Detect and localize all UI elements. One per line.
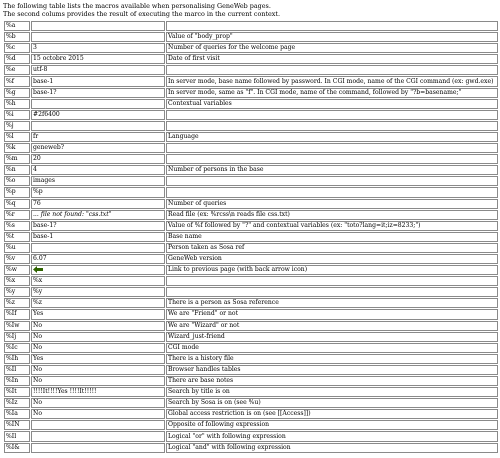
macro-name-cell: %i [4,110,30,120]
macro-name-cell: %m [4,154,30,164]
macro-description-cell: Link to previous page (with back arrow icon) [166,265,498,275]
macro-result-cell: utf-8 [31,65,165,75]
intro-line-1: The following table lists the macros available when personalising GeneWeb pages. [3,2,271,10]
macro-name-cell: %Ih [4,354,30,364]
macro-description-cell: We are "Friend" or not [166,309,498,319]
macro-result-cell [31,121,165,131]
macro-name-cell: %t [4,232,30,242]
table-row [4,65,498,75]
macro-name-cell: %I& [4,443,30,453]
table-row [4,110,498,120]
macro-name-cell: %p [4,187,30,197]
macro-description-cell: Person taken as Sosa ref [166,243,498,253]
table-row [4,232,498,242]
macro-description-cell [166,154,498,164]
macro-result-cell: base-1 [31,232,165,242]
table-row [4,321,498,331]
macro-name-cell: %e [4,65,30,75]
table-row [4,365,498,375]
macro-name-cell: %If [4,309,30,319]
macro-name-cell: %h [4,99,30,109]
macro-result-cell: images [31,176,165,186]
macro-name-cell: %f [4,76,30,86]
macro-description-cell: Number of persons in the base [166,165,498,175]
macro-name-cell: %a [4,21,30,31]
macro-result-cell: fr [31,132,165,142]
table-row [4,254,498,264]
macro-result-cell: 76 [31,199,165,209]
table-row [4,332,498,342]
macro-description-cell: Date of first visit [166,54,498,64]
macro-name-cell: %Ij [4,332,30,342]
back-link[interactable] [33,266,43,273]
macro-result-cell: %p [31,187,165,197]
table-row [4,21,498,31]
macro-result-cell: No [31,321,165,331]
macro-name-cell: %w [4,265,30,275]
table-row [4,176,498,186]
macro-name-cell: %l [4,132,30,142]
table-row [4,443,498,453]
macro-result-cell [31,265,165,275]
macro-description-cell: Number of queries for the welcome page [166,43,498,53]
macro-name-cell: %Ic [4,343,30,353]
macro-name-cell: %IN [4,420,30,430]
macros-table [3,20,499,454]
macro-result-cell: !!!!It!!!!Yes !!!!It!!!!! [31,387,165,397]
macro-name-cell: %d [4,54,30,64]
macro-result-cell: 3 [31,43,165,53]
macro-name-cell: %g [4,88,30,98]
macro-result-cell: #2f6400 [31,110,165,120]
macro-description-cell: There is a history file [166,354,498,364]
table-row [4,409,498,419]
macro-result-cell: 20 [31,154,165,164]
macro-name-cell: %o [4,176,30,186]
macro-description-cell: There is a person as Sosa reference [166,298,498,308]
intro-line-2: The second colums provides the result of executing the marco in the current context. [3,10,281,18]
macro-result-cell: ... file not found: "css.txt" [31,210,165,220]
table-row [4,43,498,53]
macro-name-cell: %s [4,221,30,231]
macro-name-cell: %Ia [4,409,30,419]
macro-result-cell: No [31,376,165,386]
table-row [4,276,498,286]
table-row [4,398,498,408]
table-row [4,187,498,197]
macro-result-cell: base-1? [31,88,165,98]
macro-description-cell: Opposite of following expression [166,420,498,430]
macro-result-cell: No [31,409,165,419]
macro-name-cell: %b [4,32,30,42]
macro-name-cell: %y [4,287,30,297]
table-row [4,387,498,397]
table-row [4,154,498,164]
macro-name-cell: %x [4,276,30,286]
macro-name-cell: %j [4,121,30,131]
macro-result-cell: No [31,332,165,342]
macro-description-cell: Language [166,132,498,142]
table-row [4,431,498,441]
macro-name-cell: %q [4,199,30,209]
table-row [4,165,498,175]
macro-result-cell: 6.07 [31,254,165,264]
macro-name-cell: %u [4,243,30,253]
table-row [4,88,498,98]
macro-name-cell: %r [4,210,30,220]
macro-description-cell: CGI mode [166,343,498,353]
table-row [4,309,498,319]
table-row [4,420,498,430]
macro-description-cell: We are "Wizard" or not [166,321,498,331]
table-row [4,32,498,42]
macro-result-cell: %y [31,287,165,297]
macro-result-cell: %x [31,276,165,286]
macro-name-cell: %In [4,376,30,386]
macro-result-cell [31,21,165,31]
macro-description-cell: GeneWeb version [166,254,498,264]
macro-result-cell: No [31,398,165,408]
macro-description-cell [166,65,498,75]
macro-result-cell: No [31,343,165,353]
macro-description-cell: Search by Sosa is on (see %u) [166,398,498,408]
macro-description-cell: In server mode, same as "f". In CGI mode, name of the command, followed by "?b=basename;" [166,88,498,98]
macro-result-cell [31,420,165,430]
macro-description-cell: Search by title is on [166,387,498,397]
table-row [4,243,498,253]
macro-description-cell [166,287,498,297]
macro-result-cell [31,32,165,42]
macro-result-cell: geneweb? [31,143,165,153]
macro-name-cell: %k [4,143,30,153]
macro-description-cell: In server mode, base name followed by password. In CGI mode, name of the CGI command (ex: gwd.exe) [166,76,498,86]
macro-name-cell: %z [4,298,30,308]
macro-description-cell [166,143,498,153]
table-row [4,354,498,364]
macro-name-cell: %n [4,165,30,175]
macros-table-body [4,21,498,453]
table-row [4,54,498,64]
macro-description-cell [166,121,498,131]
macro-description-cell: Value of %f followed by "?" and contextual variables (ex: "toto?lang=it;iz=8233;") [166,221,498,231]
macro-description-cell: Number of queries [166,199,498,209]
back-arrow-icon [33,266,43,273]
table-row [4,143,498,153]
macro-name-cell: %Iz [4,398,30,408]
macro-description-cell [166,21,498,31]
macro-description-cell: Wizard_just-friend [166,332,498,342]
macro-result-cell: base-1 [31,76,165,86]
table-row [4,132,498,142]
macro-name-cell: %Iw [4,321,30,331]
table-row [4,287,498,297]
macro-result-cell: base-1? [31,221,165,231]
table-row [4,199,498,209]
macro-result-cell: No [31,365,165,375]
macro-description-cell: Global access restriction is on (see [[Access]]) [166,409,498,419]
macro-description-cell [166,276,498,286]
table-row [4,343,498,353]
macro-name-cell: %v [4,254,30,264]
table-row [4,376,498,386]
macro-name-cell: %Il [4,365,30,375]
macro-name-cell: %It [4,387,30,397]
macro-description-cell: Base name [166,232,498,242]
macro-result-cell: Yes [31,354,165,364]
macro-description-cell: Read file (ex: %rcss\n reads file css.txt) [166,210,498,220]
macro-result-cell [31,99,165,109]
macro-result-cell: Yes [31,309,165,319]
macro-result-cell [31,431,165,441]
macro-result-cell [31,243,165,253]
table-row [4,210,498,220]
macro-result-cell: 15 octobre 2015 [31,54,165,64]
table-row [4,221,498,231]
macro-result-cell: %z [31,298,165,308]
macro-name-cell: %c [4,43,30,53]
macro-description-cell: Browser handles tables [166,365,498,375]
table-row [4,121,498,131]
table-row [4,265,498,275]
macro-name-cell: %Il [4,431,30,441]
macro-description-cell: Logical "or" with following expression [166,431,498,441]
macro-description-cell: There are base notes [166,376,498,386]
table-row [4,99,498,109]
macro-description-cell: Contextual variables [166,99,498,109]
macro-result-cell: 4 [31,165,165,175]
macro-description-cell: Logical "and" with following expression [166,443,498,453]
table-row [4,76,498,86]
table-row [4,298,498,308]
macro-description-cell [166,110,498,120]
macro-result-cell [31,443,165,453]
macro-description-cell: Value of "body_prop" [166,32,498,42]
macro-description-cell [166,187,498,197]
macro-description-cell [166,176,498,186]
